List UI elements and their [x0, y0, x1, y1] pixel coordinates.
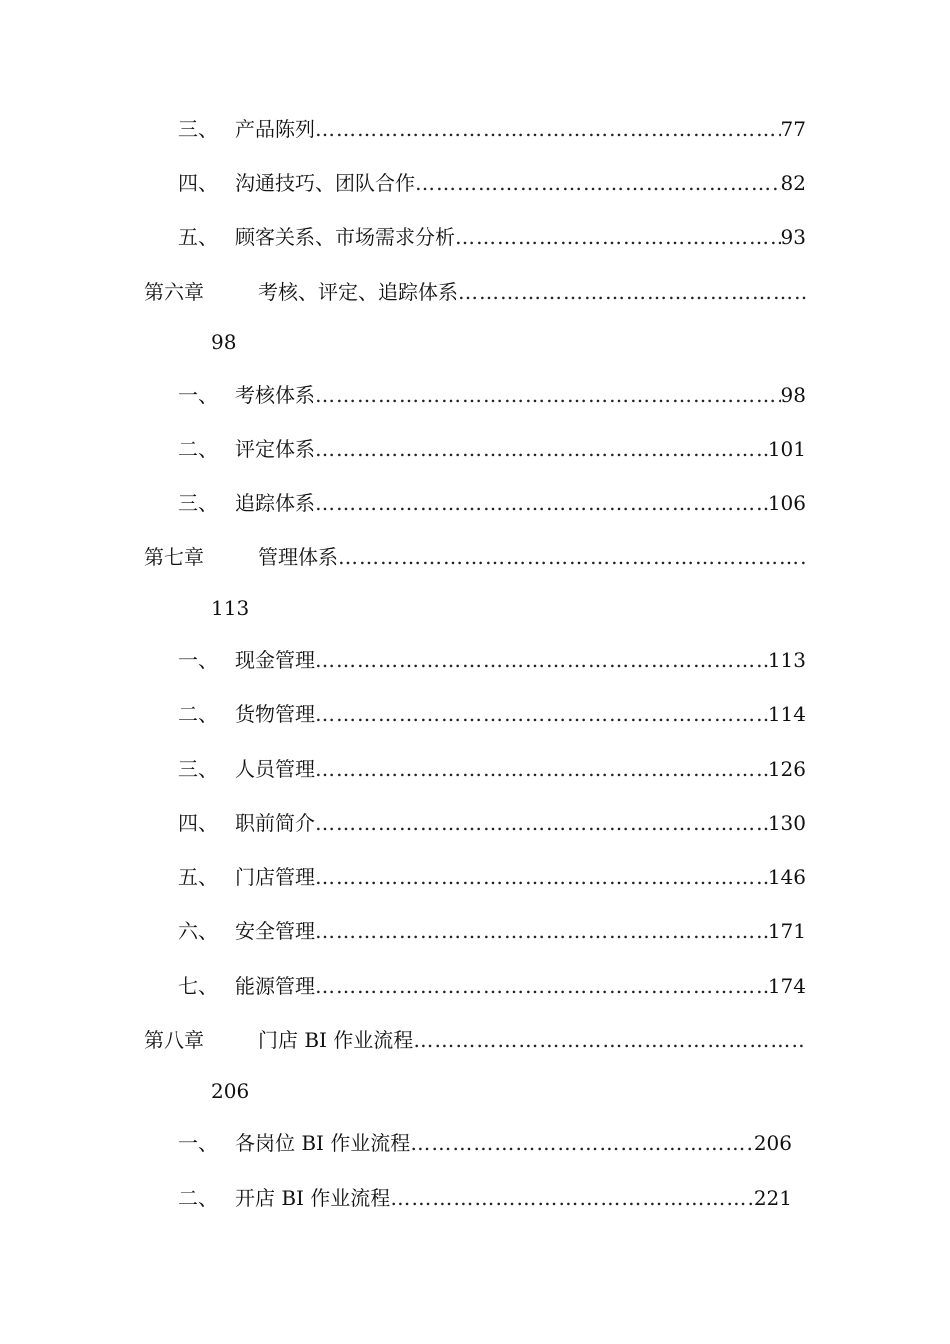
toc-chapter [144, 277, 806, 307]
entry-number: 一、 [178, 383, 218, 407]
entry-page: 106 [767, 491, 806, 515]
dot-leader [455, 222, 781, 252]
dot-leader [315, 754, 768, 784]
entry-number: 二、 [178, 702, 218, 726]
entry-number: 三、 [178, 117, 218, 141]
entry-title: 顾客关系、市场需求分析 [235, 225, 455, 249]
toc-entry [178, 808, 806, 838]
entry-page: 77 [780, 117, 806, 141]
entry-title: 安全管理 [235, 919, 315, 943]
entry-number: 六、 [178, 919, 218, 943]
entry-page: 126 [767, 757, 806, 781]
entry-title: 追踪体系 [235, 491, 315, 515]
dot-leader [315, 380, 781, 410]
toc-entry [178, 699, 806, 729]
entry-title: 门店管理 [235, 865, 315, 889]
entry-page: 206 [753, 1131, 792, 1155]
entry-number: 三、 [178, 491, 218, 515]
entry-page: 98 [780, 383, 806, 407]
chapter-page: 113 [211, 596, 250, 620]
chapter-title: 考核、评定、追踪体系 [258, 280, 458, 304]
dot-leader [458, 277, 806, 307]
dot-leader [315, 862, 768, 892]
toc-entry [178, 434, 806, 464]
toc-entry [178, 380, 806, 410]
entry-number: 二、 [178, 437, 218, 461]
dot-leader [338, 542, 806, 572]
entry-page: 113 [767, 648, 806, 672]
chapter-number: 第六章 [144, 280, 204, 304]
chapter-number: 第七章 [144, 545, 204, 569]
toc-entry [178, 862, 806, 892]
chapter-number: 第八章 [144, 1028, 204, 1052]
entry-title: 现金管理 [235, 648, 315, 672]
dot-leader [410, 1128, 754, 1158]
toc-entry [178, 222, 806, 252]
dot-leader [415, 168, 781, 198]
entry-page: 114 [767, 702, 806, 726]
dot-leader [315, 916, 768, 946]
entry-title: 人员管理 [235, 757, 315, 781]
entry-number: 五、 [178, 225, 218, 249]
dot-leader [315, 699, 768, 729]
chapter-page: 206 [211, 1079, 250, 1103]
entry-title: 沟通技巧、团队合作 [235, 171, 415, 195]
toc-entry [178, 971, 806, 1001]
entry-title: 各岗位 BI 作业流程 [235, 1131, 411, 1155]
entry-page: 93 [780, 225, 806, 249]
entry-title: 产品陈列 [235, 117, 315, 141]
entry-title: 货物管理 [235, 702, 315, 726]
entry-number: 二、 [178, 1186, 218, 1210]
chapter-title: 管理体系 [258, 545, 338, 569]
entry-number: 四、 [178, 171, 218, 195]
entry-number: 三、 [178, 757, 218, 781]
dot-leader [315, 434, 768, 464]
dot-leader [315, 114, 781, 144]
entry-title: 考核体系 [235, 383, 315, 407]
toc-entry [178, 114, 806, 144]
entry-number: 五、 [178, 865, 218, 889]
toc-entry [178, 754, 806, 784]
dot-leader [390, 1183, 754, 1213]
toc-chapter [144, 1025, 806, 1055]
entry-title: 职前简介 [235, 811, 315, 835]
entry-number: 一、 [178, 648, 218, 672]
entry-number: 四、 [178, 811, 218, 835]
toc-entry [178, 1183, 792, 1213]
entry-page: 146 [767, 865, 806, 889]
toc-entry [178, 645, 806, 675]
dot-leader [315, 488, 768, 518]
entry-title: 评定体系 [235, 437, 315, 461]
dot-leader [315, 971, 768, 1001]
entry-page: 130 [767, 811, 806, 835]
entry-number: 七、 [178, 974, 218, 998]
chapter-page: 98 [211, 330, 237, 354]
entry-page: 101 [767, 437, 806, 461]
entry-page: 171 [767, 919, 806, 943]
toc-entry [178, 488, 806, 518]
toc-entry [178, 168, 806, 198]
toc-entry [178, 1128, 792, 1158]
entry-page: 82 [780, 171, 806, 195]
dot-leader [413, 1025, 806, 1055]
entry-page: 174 [767, 974, 806, 998]
dot-leader [315, 808, 768, 838]
toc-chapter [144, 542, 806, 572]
entry-page: 221 [753, 1186, 792, 1210]
entry-title: 开店 BI 作业流程 [235, 1186, 391, 1210]
entry-number: 一、 [178, 1131, 218, 1155]
dot-leader [315, 645, 768, 675]
toc-entry [178, 916, 806, 946]
entry-title: 能源管理 [235, 974, 315, 998]
chapter-title: 门店 BI 作业流程 [258, 1028, 414, 1052]
